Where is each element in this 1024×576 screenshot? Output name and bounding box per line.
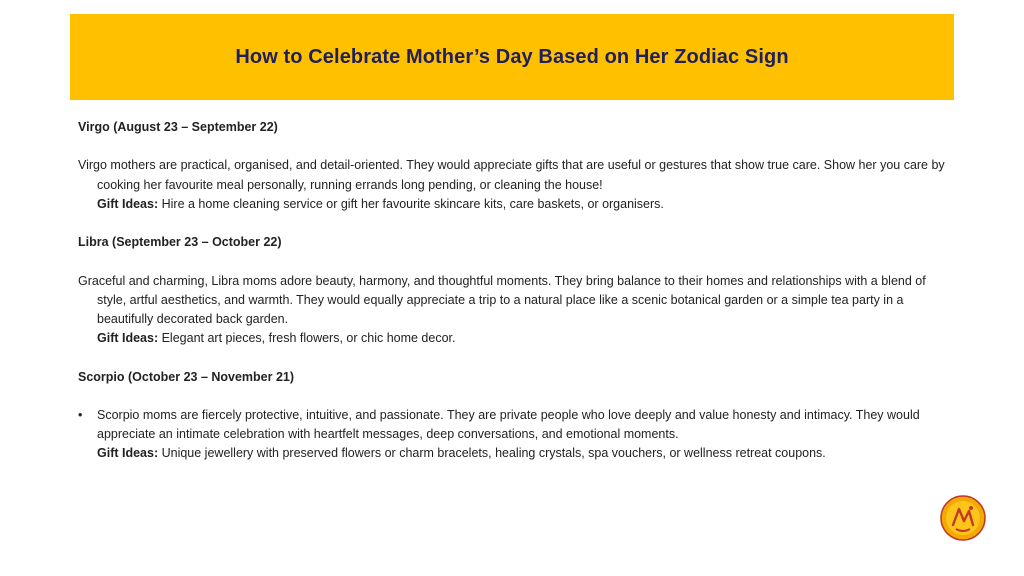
- section-heading: Scorpio (October 23 – November 21): [78, 369, 295, 384]
- main-content: [78, 118, 954, 483]
- gift-ideas-text: Unique jewellery with preserved flowers or charm bracelets, healing crystals, spa vouchers, or wellness retreat coupons.: [158, 446, 826, 461]
- gift-ideas: [97, 444, 954, 463]
- brand-logo-icon: [940, 495, 986, 541]
- section-body: [78, 156, 954, 214]
- section-body-text: Virgo mothers are practical, organised, and detail-oriented. They would appreciate gifts that are useful or gestures that show true care. Show her you care by cooking her favourite meal personally, running errands long pending, or cleaning the house!: [78, 158, 945, 192]
- page-title: How to Celebrate Mother’s Day Based on Her Zodiac Sign: [235, 45, 789, 68]
- gift-ideas-label: Gift Ideas:: [97, 446, 159, 461]
- gift-ideas-label: Gift Ideas:: [97, 196, 159, 211]
- bullet-icon: •: [78, 407, 83, 422]
- gift-ideas-label: Gift Ideas:: [97, 331, 159, 346]
- gift-ideas-text: Elegant art pieces, fresh flowers, or chic home decor.: [158, 331, 456, 346]
- section-body-text: Scorpio moms are fiercely protective, intuitive, and passionate. They are private people who love deeply and value honesty and intimacy. They would appreciate an intimate celebration with heartfelt messages, deep conversations, and emotional moments.: [97, 407, 920, 442]
- section-heading: Virgo (August 23 – September 22): [78, 120, 278, 134]
- section-body: [78, 272, 954, 349]
- section-virgo: [78, 118, 954, 214]
- title-banner: [70, 14, 954, 100]
- gift-ideas: [97, 329, 954, 348]
- section-scorpio: [78, 368, 954, 464]
- gift-ideas: [97, 195, 954, 214]
- section-libra: [78, 233, 954, 348]
- section-body: [78, 406, 954, 464]
- section-body-text: Graceful and charming, Libra moms adore beauty, harmony, and thoughtful moments. They bring balance to their homes and relationships with a blend of style, artful aesthetics, and warmth. They would equally appreciate a trip to a natural place like a scenic botanical garden or a simple tea party in a beautifully decorated back garden.: [78, 273, 926, 326]
- section-heading: Libra (September 23 – October 22): [78, 235, 282, 250]
- gift-ideas-text: Hire a home cleaning service or gift her favourite skincare kits, care baskets, or organisers.: [158, 196, 664, 211]
